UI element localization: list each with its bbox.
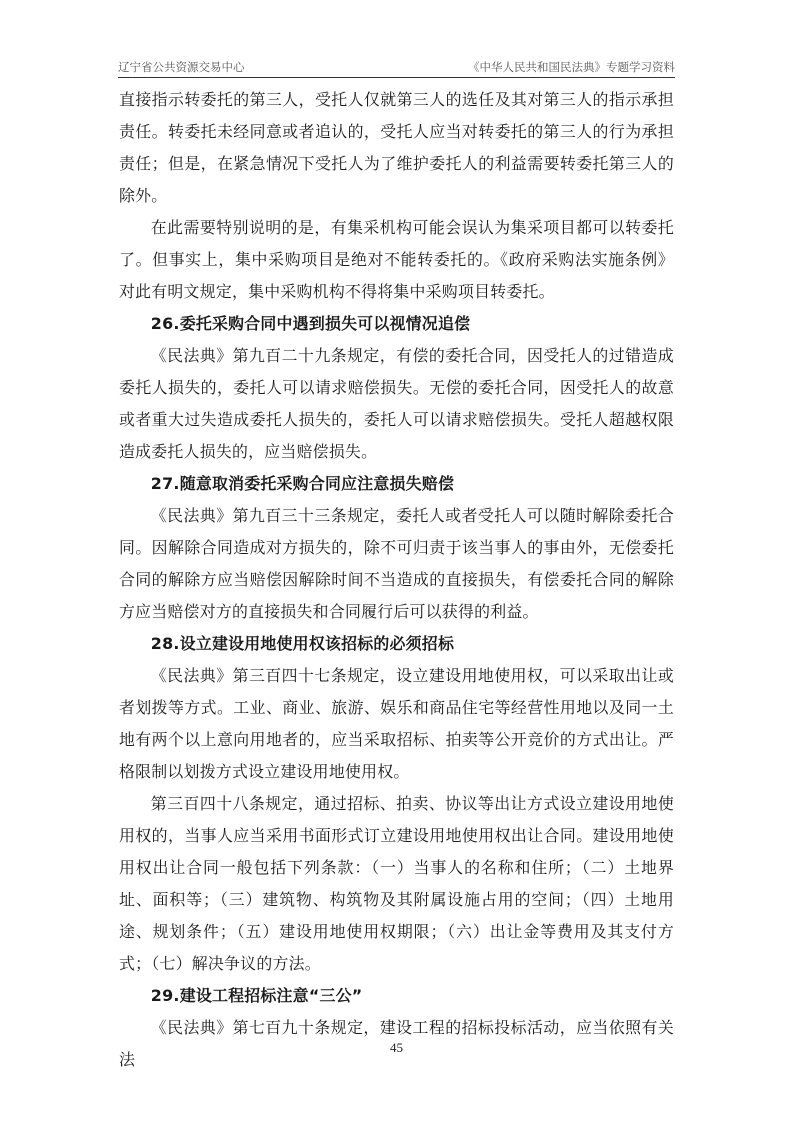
- paragraph: 《民法典》第七百九十条规定，建设工程的招标投标活动，应当依照有关法: [119, 1018, 674, 1069]
- paragraph: 第三百四十八条规定，通过招标、拍卖、协议等出让方式设立建设用地使用权的，当事人应当采用书面形式订立建设用地使用权出让合同。建设用地使用权出让合同一般包括下列条款：（一）当事人的名称和住所；（二）土地界址、面积等；（三）建筑物、构筑物及其附属设施占用的空间；（四）土地用途、规划条件；（五）建设用地使用权期限；（六）出让金等费用及其支付方式；（七）解决争议的方法。: [119, 794, 674, 973]
- paragraph: 《民法典》第九百二十九条规定，有偿的委托合同，因受托人的过错造成委托人损失的，委托人可以请求赔偿损失。无偿的委托合同，因受托人的故意或者重大过失造成委托人损失的，委托人可以请求赔偿损失。受托人超越权限造成委托人损失的，应当赔偿损失。: [119, 346, 674, 461]
- header-right-title: 《中华人民共和国民法典》专题学习资料: [468, 60, 675, 74]
- document-body: [119, 84, 674, 1076]
- section-heading-28: 28.设立建设用地使用权该招标的必须招标: [150, 634, 455, 653]
- section-heading-26: 26.委托采购合同中遇到损失可以视情况追偿: [150, 314, 471, 333]
- paragraph: 《民法典》第三百四十七条规定，设立建设用地使用权，可以采取出让或者划拨等方式。工业、商业、旅游、娱乐和商品住宅等经营性用地以及同一土地有两个以上意向用地者的，应当采取招标、拍卖等公开竞价的方式出让。严格限制以划拨方式设立建设用地使用权。: [119, 666, 674, 781]
- section-heading-29: 29.建设工程招标注意“三公”: [150, 986, 363, 1005]
- page-header: [118, 57, 675, 75]
- header-divider: [118, 77, 675, 78]
- section-heading-27: 27.随意取消委托采购合同应注意损失赔偿: [150, 474, 455, 493]
- paragraph: 直接指示转委托的第三人，受托人仅就第三人的选任及其对第三人的指示承担责任。转委托未经同意或者追认的，受托人应当对转委托的第三人的行为承担责任；但是，在紧急情况下受托人为了维护委托人的利益需要转委托第三人的除外。: [119, 90, 674, 205]
- header-left-org: 辽宁省公共资源交易中心: [118, 60, 245, 74]
- page-number: 45: [390, 1040, 403, 1055]
- paragraph: 《民法典》第九百三十三条规定，委托人或者受托人可以随时解除委托合同。因解除合同造成对方损失的，除不可归责于该当事人的事由外，无偿委托合同的解除方应当赔偿因解除时间不当造成的直接损失，有偿委托合同的解除方应当赔偿对方的直接损失和合同履行后可以获得的利益。: [119, 506, 674, 621]
- paragraph: 在此需要特别说明的是，有集采机构可能会误认为集采项目都可以转委托了。但事实上，集中采购项目是绝对不能转委托的。《政府采购法实施条例》对此有明文规定，集中采购机构不得将集中采购项目转委托。: [119, 218, 674, 301]
